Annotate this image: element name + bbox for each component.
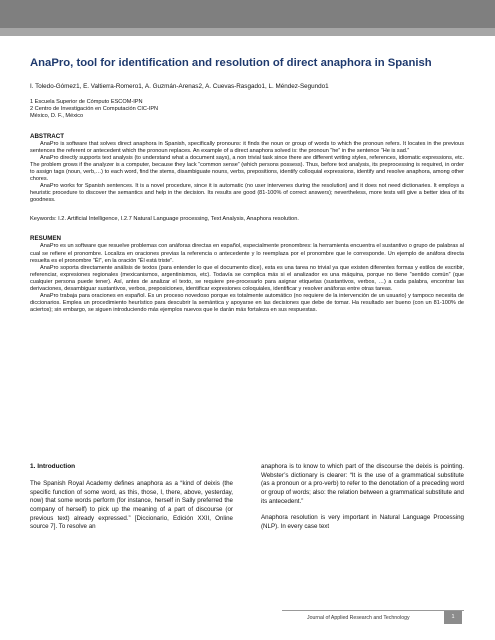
resumen-paragraph-3: AnaPro trabaja para oraciones en español. Es un proceso novedoso porque es totalmente automático (no requiere de la intervención de un usuario) y tampoco necesita de diccionarios. Emplea un procedimiento heurístico para descubrir la semántica y apoyarse en las decisiones que debe de tomar. Ha resultado ser bueno (con un 81-100% de aciertos); sin embargo, se siguen introduciendo más ejemplos nuevos que le darán más fortaleza en sus respuestas.: [30, 293, 464, 314]
journal-name: Journal of Applied Research and Technology: [307, 615, 410, 621]
affiliations: [30, 99, 464, 121]
two-column-body: [30, 463, 464, 532]
affiliation-1: 1 Escuela Superior de Cómputo ESCOM-IPN: [30, 99, 143, 105]
page-number: 1: [444, 611, 462, 624]
paper-title: AnaPro, tool for identification and resolution of direct anaphora in Spanish: [30, 57, 432, 69]
affiliation-2: 2 Centro de Investigación en Computación CIC-IPN: [30, 106, 159, 113]
abstract-paragraph-1: AnaPro is software that solves direct anaphora in Spanish, specifically pronouns: it finds the noun or group of words to which the pronoun refers. It locates in the previous sentences the referent or antecedent which the pronoun replaces. An example of a direct anaphora solved is: the pronoun “he” in the sentence “He is sad.”: [30, 140, 464, 154]
paper-page: [30, 56, 464, 314]
author-list: I. Toledo-Gómez1, E. Valtierra-Romero1, A. Guzmán-Arenas2, A. Cuevas-Rasgado1, L. Méndez-Segundo1: [30, 83, 329, 90]
abstract-heading: ABSTRACT: [30, 132, 65, 140]
resumen-paragraph-2: AnaPro soporta directamente análisis de textos (para entender lo que el documento dice), esta es una tarea no trivial ya que existen diferentes formas y estilos de escribir, referenciar, expresiones regionales (mexicanismos, argentinismos, etc). Todavía se complica más si el analizador es una máquina, porque no tiene “sentido común” (que cualquier persona puede tener). Así, antes de analizar el texto, se requiere pre-procesarlo para asignar etiquetas (sustantivos, verbos, …) a cada palabra, encontrar las derivaciones, desambiguar sustantivos, verbos, preposiciones, identificar expresiones coloquiales, identificar y resolver anáforas entre otras tareas.: [30, 264, 464, 293]
intro-paragraph-1: The Spanish Royal Academy defines anaphora as a “kind of deixis (the specific function of some word, as this, those, I, there, above, yesterday, now) that some words perform (for instance, herself in Sally preferred the company of herself) to pick up the meaning of a part of discourse (or previous text) already expressed.” [Diccionario, Edición XXII, Online source 7]. To resolve an: [30, 480, 233, 531]
header-band: [0, 0, 495, 36]
intro-paragraph-3: Anaphora resolution is very important in Natural Language Processing (NLP). In every case text: [261, 514, 464, 530]
resumen-paragraph-1: AnaPro es un software que resuelve problemas con anáforas directas en español, especialmente pronombres: la herramienta encuentra el sustantivo o grupo de palabras al cual se refiere el pronombre. Localiza en oraciones previas la referencia o antecedente y lo reemplaza por el pronombre que le corresponde. Un ejemplo de anáfora directa resuelta es el pronombre “Él”, en la oración “Él está triste”.: [30, 243, 464, 264]
right-column: [261, 463, 464, 532]
introduction-heading: 1. Introduction: [30, 463, 76, 470]
abstract-paragraph-2: AnaPro directly supports text analysis (to understand what a document says), a non trivial task since there are different writing styles, references, idiomatic expressions, etc. The problem grows if the analyzer is a computer, because they lack “common sense” (which persons possess). Thus, before text analysis, its preprocessing is required, in order to assign tags (noun, verb,…) to each word, find the stems, disambiguate nouns, verbs, prepositions, identify colloquial expressions, identify and resolve anaphora, among other chores.: [30, 154, 464, 183]
intro-paragraph-2: anaphora is to know to which part of the discourse the deixis is pointing. Webster’s dictionary is clearer: “It is the use of a grammatical substitute (as a pronoun or a pro-verb) to refer to the denotation of a preceding word or group of words; also: the relation between a grammatical substitute and its antecedent.”: [261, 463, 464, 505]
header-band-stripe: [0, 28, 495, 36]
abstract-paragraph-3: AnaPro works for Spanish sentences. It is a novel procedure, since it is automatic (no user intervenes during the resolution) and it does not need dictionaries. It employs a heuristic procedure to discover the semantics and help in the decision. Its results are good (81-100% of correct answers); nevertheless, more tests will give a better idea of its goodness.: [30, 183, 464, 204]
page-footer: [282, 610, 464, 624]
keywords: Keywords: I.2. Artificial Intelligence, I.2.7 Natural Language processing, Text Analysis, Anaphora resolution.: [30, 216, 299, 223]
affiliation-3: México, D. F., México: [30, 113, 84, 120]
left-column: [30, 463, 233, 532]
resumen-heading: RESUMEN: [30, 235, 61, 243]
